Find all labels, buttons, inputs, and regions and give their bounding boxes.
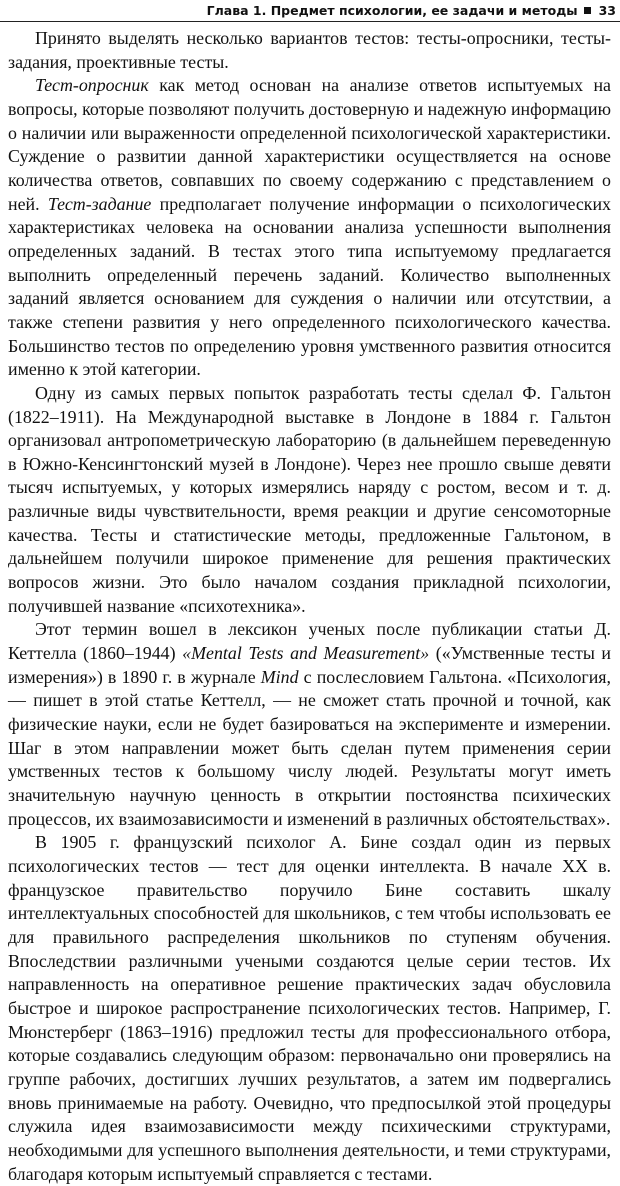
article-title: «Mental Tests and Measurement» <box>182 643 430 664</box>
paragraph-text: как метод основан на анализе ответов испытуемых на вопросы, которые позволяют получить достоверную и надежную информацию о наличии или выраженности определенной психологической характеристики. Суждение о развитии данной характеристики осуществляется на основе количества ответов, совпавших по своему содержанию с представлением о ней. <box>8 75 611 214</box>
chapter-title: Глава 1. Предмет психологии, ее задачи и методы <box>206 3 578 18</box>
paragraph-binet: В 1905 г. французский психолог А. Бине создал один из первых психологических тестов — тест для оценки интеллекта. В начале XX в. французское правительство поручило Бине составить шкалу интеллектуальных способностей для школьников, с тем чтобы использовать ее для правильного распределения школьников по ступеням обучения. Впоследствии различными учеными создаются целые серии тестов. Их направленность на оперативное решение практических задач обусловила быстрое и широкое распространение психологических тестов. Например, Г. Мюнстерберг (1863–1916) предложил тесты для профессионального отбора, которые создавались следующим образом: первоначально они проверялись на группе рабочих, достигших лучших результатов, а затем им подвергались вновь принимаемые на работу. Очевидно, что предпосылкой этой процедуры служила идея взаимозависимости между психическими структурами, необходимыми для успешного выполнения деятельности, и теми структурами, благодаря которым испытуемый справляется с тестами. <box>8 832 611 1184</box>
term-task-test: Тест-задание <box>47 193 152 214</box>
paragraph-text: предполагает получение информации о психологических характеристиках человека на основании анализа успешности выполнения определенных заданий. В тестах этого типа испытуемому предлагается выполнить определенный перечень заданий. Количество выполненных заданий является основанием для суждения о наличии или отсутствии, а также степени развития у него определенного психологического качества. Большинство тестов по определению уровня умственного развития относится именно к этой категории. <box>8 193 611 380</box>
paragraph-cattell <box>8 618 611 831</box>
paragraph-test-types: Принято выделять несколько вариантов тестов: тесты-опросники, тесты-задания, проективные тесты. <box>8 28 611 72</box>
paragraph-galton: Одну из самых первых попыток разработать тесты сделал Ф. Гальтон (1822–1911). На Международной выставке в Лондоне в 1884 г. Гальтон организовал антропометрическую лабораторию (в дальнейшем переведенную в Южно-Кенсингтонский музей в Лондоне). Через нее прошло свыше девяти тысяч испытуемых, у которых измерялись наряду с ростом, весом и т. д. различные виды чувствительности, время реакции и другие сенсомоторные качества. Тесты и статистические методы, предложенные Гальтоном, в дальнейшем получили широкое применение для решения практических вопросов жизни. Это было началом создания прикладной психологии, получившей название «психотехника». <box>8 382 611 616</box>
term-questionnaire: Тест-опросник <box>35 75 149 96</box>
paragraph-text: («Умственные тесты и измерения») в 1890 г. в журнале <box>8 643 611 687</box>
page-number: 33 <box>598 3 616 18</box>
paragraph-text: с послесловием Гальтона. «Психология, — пишет в этой статье Кеттелл, — не сможет стать прочной и точной, как физические науки, если не будет базироваться на эксперименте и измерении. Шаг в этом направлении может быть сделан путем применения серии умственных тестов к большому числу людей. Результаты могут иметь значительную научную ценность в открытии постоянства психических процессов, их взаимозависимости и изменений в различных обстоятельствах». <box>8 666 611 829</box>
paragraph-text: Этот термин вошел в лексикон ученых после публикации статьи Д. Кеттелла (1860–1944) <box>8 619 611 664</box>
running-header <box>0 0 620 22</box>
journal-name: Mind <box>260 666 299 687</box>
square-bullet-icon <box>584 7 591 14</box>
page-body <box>8 27 611 1186</box>
paragraph-test-definitions <box>8 74 611 382</box>
